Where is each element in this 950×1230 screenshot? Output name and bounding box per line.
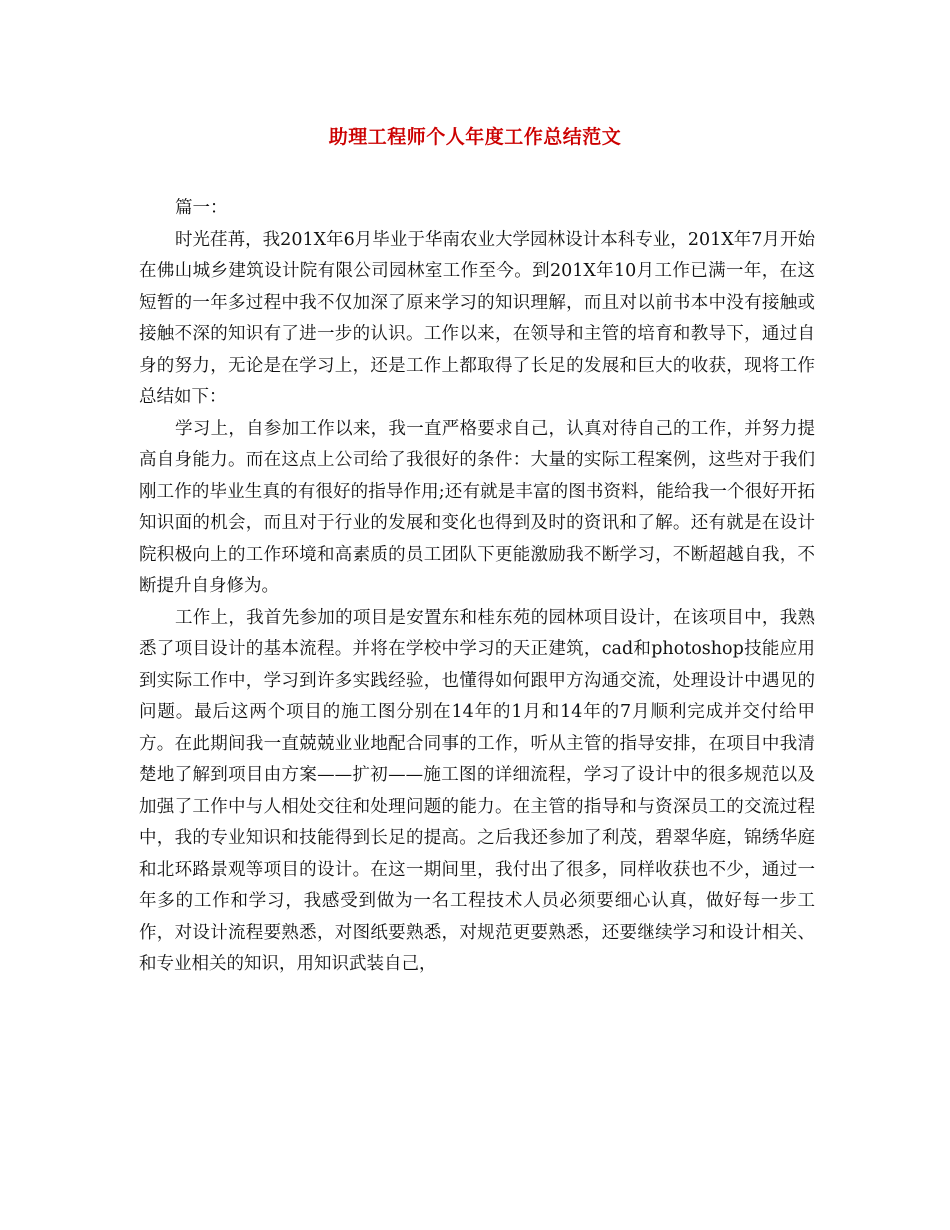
document-title: 助理工程师个人年度工作总结范文 <box>328 126 622 148</box>
paragraph: 时光荏苒，我201X年6月毕业于华南农业大学园林设计本科专业，201X年7月开始在佛山城乡建筑设计院有限公司园林室工作至今。到201X年10月工作已满一年，在这短暂的一年多过程中我不仅加深了原来学习的知识理解，而且对以前书本中没有接触或接触不深的知识有了进一步的认识。工作以来，在领导和主管的培育和教导下，通过自身的努力，无论是在学习上，还是工作上都取得了长足的发展和巨大的收获，现将工作总结如下： <box>139 229 815 407</box>
paragraph: 学习上，自参加工作以来，我一直严格要求自己，认真对待自己的工作，并努力提高自身能力。而在这点上公司给了我很好的条件：大量的实际工程案例，这些对于我们刚工作的毕业生真的有很好的指导作用;还有就是丰富的图书资料，能给我一个很好开拓知识面的机会，而且对于行业的发展和变化也得到及时的资讯和了解。还有就是在设计院积极向上的工作环境和高素质的员工团队下更能激励我不断学习，不断超越自我，不断提升自身修为。 <box>139 418 815 596</box>
document-body <box>139 193 815 981</box>
paragraph: 工作上，我首先参加的项目是安置东和桂东苑的园林项目设计，在该项目中，我熟悉了项目设计的基本流程。并将在学校中学习的天正建筑，cad和photoshop技能应用到实际工作中，学习到许多实践经验，也懂得如何跟甲方沟通交流，处理设计中遇见的问题。最后这两个项目的施工图分别在14年的1月和14年的7月顺利完成并交付给甲方。在此期间我一直兢兢业业地配合同事的工作，听从主管的指导安排，在项目中我清楚地了解到项目由方案——扩初——施工图的详细流程，学习了设计中的很多规范以及加强了工作中与人相处交往和处理问题的能力。在主管的指导和与资深员工的交流过程中，我的专业知识和技能得到长足的提高。之后我还参加了利茂，碧翠华庭，锦绣华庭和北环路景观等项目的设计。在这一期间里，我付出了很多，同样收获也不少，通过一年多的工作和学习，我感受到做为一名工程技术人员必须要细心认真，做好每一步工作，对设计流程要熟悉，对图纸要熟悉，对规范更要熟悉，还要继续学习和设计相关、和专业相关的知识，用知识武装自己， <box>139 607 815 974</box>
section-heading: 篇一： <box>175 198 228 218</box>
